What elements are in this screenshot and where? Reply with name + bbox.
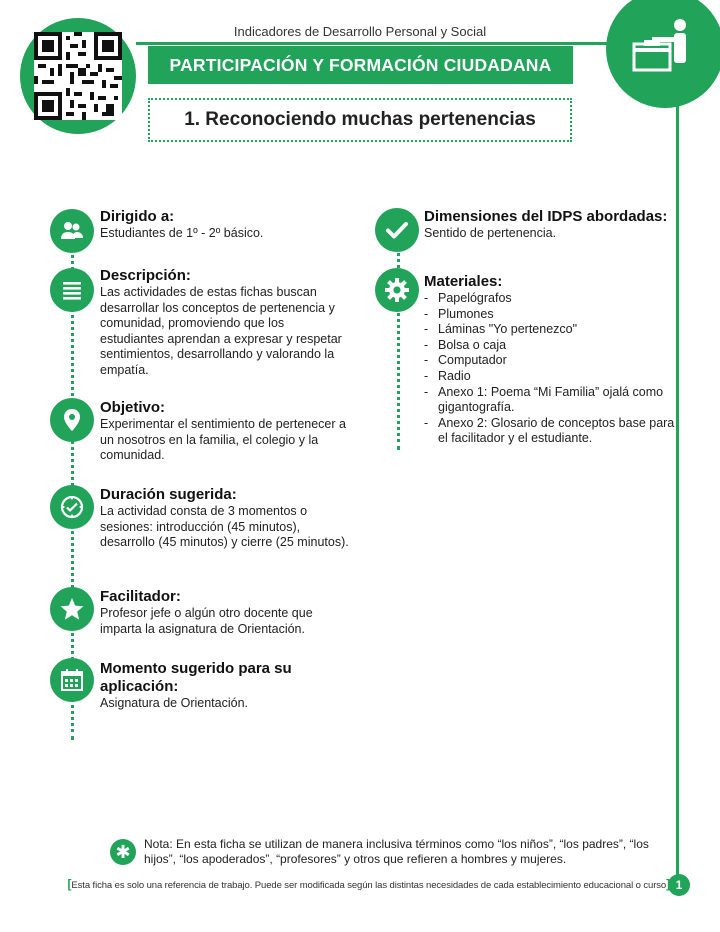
- section-icon-materiales: [375, 268, 419, 312]
- list-icon: [59, 277, 85, 303]
- list-item: - Láminas "Yo pertenezco": [424, 322, 680, 338]
- category-label: Indicadores de Desarrollo Personal y Social: [233, 24, 487, 39]
- section-duracion: [100, 486, 350, 551]
- section-icon-descripcion: [50, 268, 94, 312]
- section-text: Sentido de pertenencia.: [424, 226, 557, 240]
- materials-list: [424, 291, 680, 447]
- section-icon-dirigido: [50, 209, 94, 253]
- section-title: Dirigido a:: [100, 208, 175, 225]
- section-title: Momento sugerido para su aplicación:: [100, 660, 292, 695]
- list-item: - Plumones: [424, 307, 680, 323]
- section-icon-objetivo: [50, 398, 94, 442]
- asterisk-icon: ✱: [110, 839, 136, 865]
- inclusive-language-note: [112, 837, 672, 867]
- section-icon-facilitador: [50, 587, 94, 631]
- footer-disclaimer: [30, 877, 670, 891]
- qr-code-pattern: [34, 32, 122, 120]
- check-icon: [384, 217, 410, 243]
- gear-icon: [384, 277, 410, 303]
- section-text: Estudiantes de 1º - 2º básico.: [100, 226, 264, 240]
- page-number: 1: [668, 874, 690, 896]
- list-item: - Radio: [424, 369, 680, 385]
- section-title: Objetivo:: [100, 399, 166, 416]
- calendar-icon: [59, 667, 85, 693]
- section-dimensiones: [424, 208, 684, 242]
- activity-title: 1. Reconociendo muchas pertenencias: [148, 98, 572, 142]
- list-item: - Computador: [424, 353, 680, 369]
- section-icon-momento: [50, 658, 94, 702]
- section-momento: [100, 660, 325, 712]
- voter-ballot-icon: [632, 14, 698, 80]
- star-icon: [59, 596, 85, 622]
- section-text: Asignatura de Orientación.: [100, 696, 249, 710]
- list-item: - Anexo 2: Glosario de conceptos base para el facilitador y el estudiante.: [424, 416, 680, 447]
- users-icon: [59, 218, 85, 244]
- location-pin-icon: [59, 407, 85, 433]
- section-title: Facilitador:: [100, 588, 181, 605]
- section-text: La actividad consta de 3 momentos o sesiones: introducción (45 minutos), desarrollo (45 minutos) y cierre (25 minutos).: [100, 504, 349, 550]
- section-descripcion: [100, 267, 350, 379]
- section-title: Descripción:: [100, 267, 191, 284]
- section-title: Materiales:: [424, 273, 503, 290]
- section-facilitador: [100, 588, 350, 637]
- list-item: - Papelógrafos: [424, 291, 680, 307]
- section-text: Las actividades de estas fichas buscan desarrollar los conceptos de pertenencia y comunidad, promoviendo que los estudiantes aprendan a expresar y respetar sentimientos, desarrollando y valorando la empatía.: [100, 285, 342, 377]
- section-materiales: [424, 273, 680, 447]
- clock-icon: [59, 494, 85, 520]
- footer-text: Esta ficha es solo una referencia de trabajo. Puede ser modificada según las distintas necesidades de cada establecimiento educacional o curso: [71, 880, 667, 891]
- bracket-open-icon: [: [67, 877, 72, 891]
- list-item: - Anexo 1: Poema “Mi Familia” ojalá como gigantografía.: [424, 385, 680, 416]
- section-dirigido: [100, 208, 350, 242]
- section-objetivo: [100, 399, 350, 464]
- section-icon-dimensiones: [375, 208, 419, 252]
- header-rule: [136, 42, 616, 45]
- page-title: PARTICIPACIÓN Y FORMACIÓN CIUDADANA: [148, 46, 573, 84]
- section-text: Profesor jefe o algún otro docente que imparta la asignatura de Orientación.: [100, 606, 313, 636]
- corner-badge: [606, 0, 720, 108]
- section-title: Dimensiones del IDPS abordadas:: [424, 208, 668, 225]
- section-text: Experimentar el sentimiento de pertenecer a un nosotros en la familia, el colegio y la comunidad.: [100, 417, 346, 463]
- section-title: Duración sugerida:: [100, 486, 237, 503]
- section-icon-duracion: [50, 485, 94, 529]
- list-item: - Bolsa o caja: [424, 338, 680, 354]
- note-text: Nota: En esta ficha se utilizan de manera inclusiva términos como “los niños”, “los padres”, “los hijos”, “los apoderados”, “profesores” y otros que refieren a hombres y mujeres.: [144, 837, 649, 866]
